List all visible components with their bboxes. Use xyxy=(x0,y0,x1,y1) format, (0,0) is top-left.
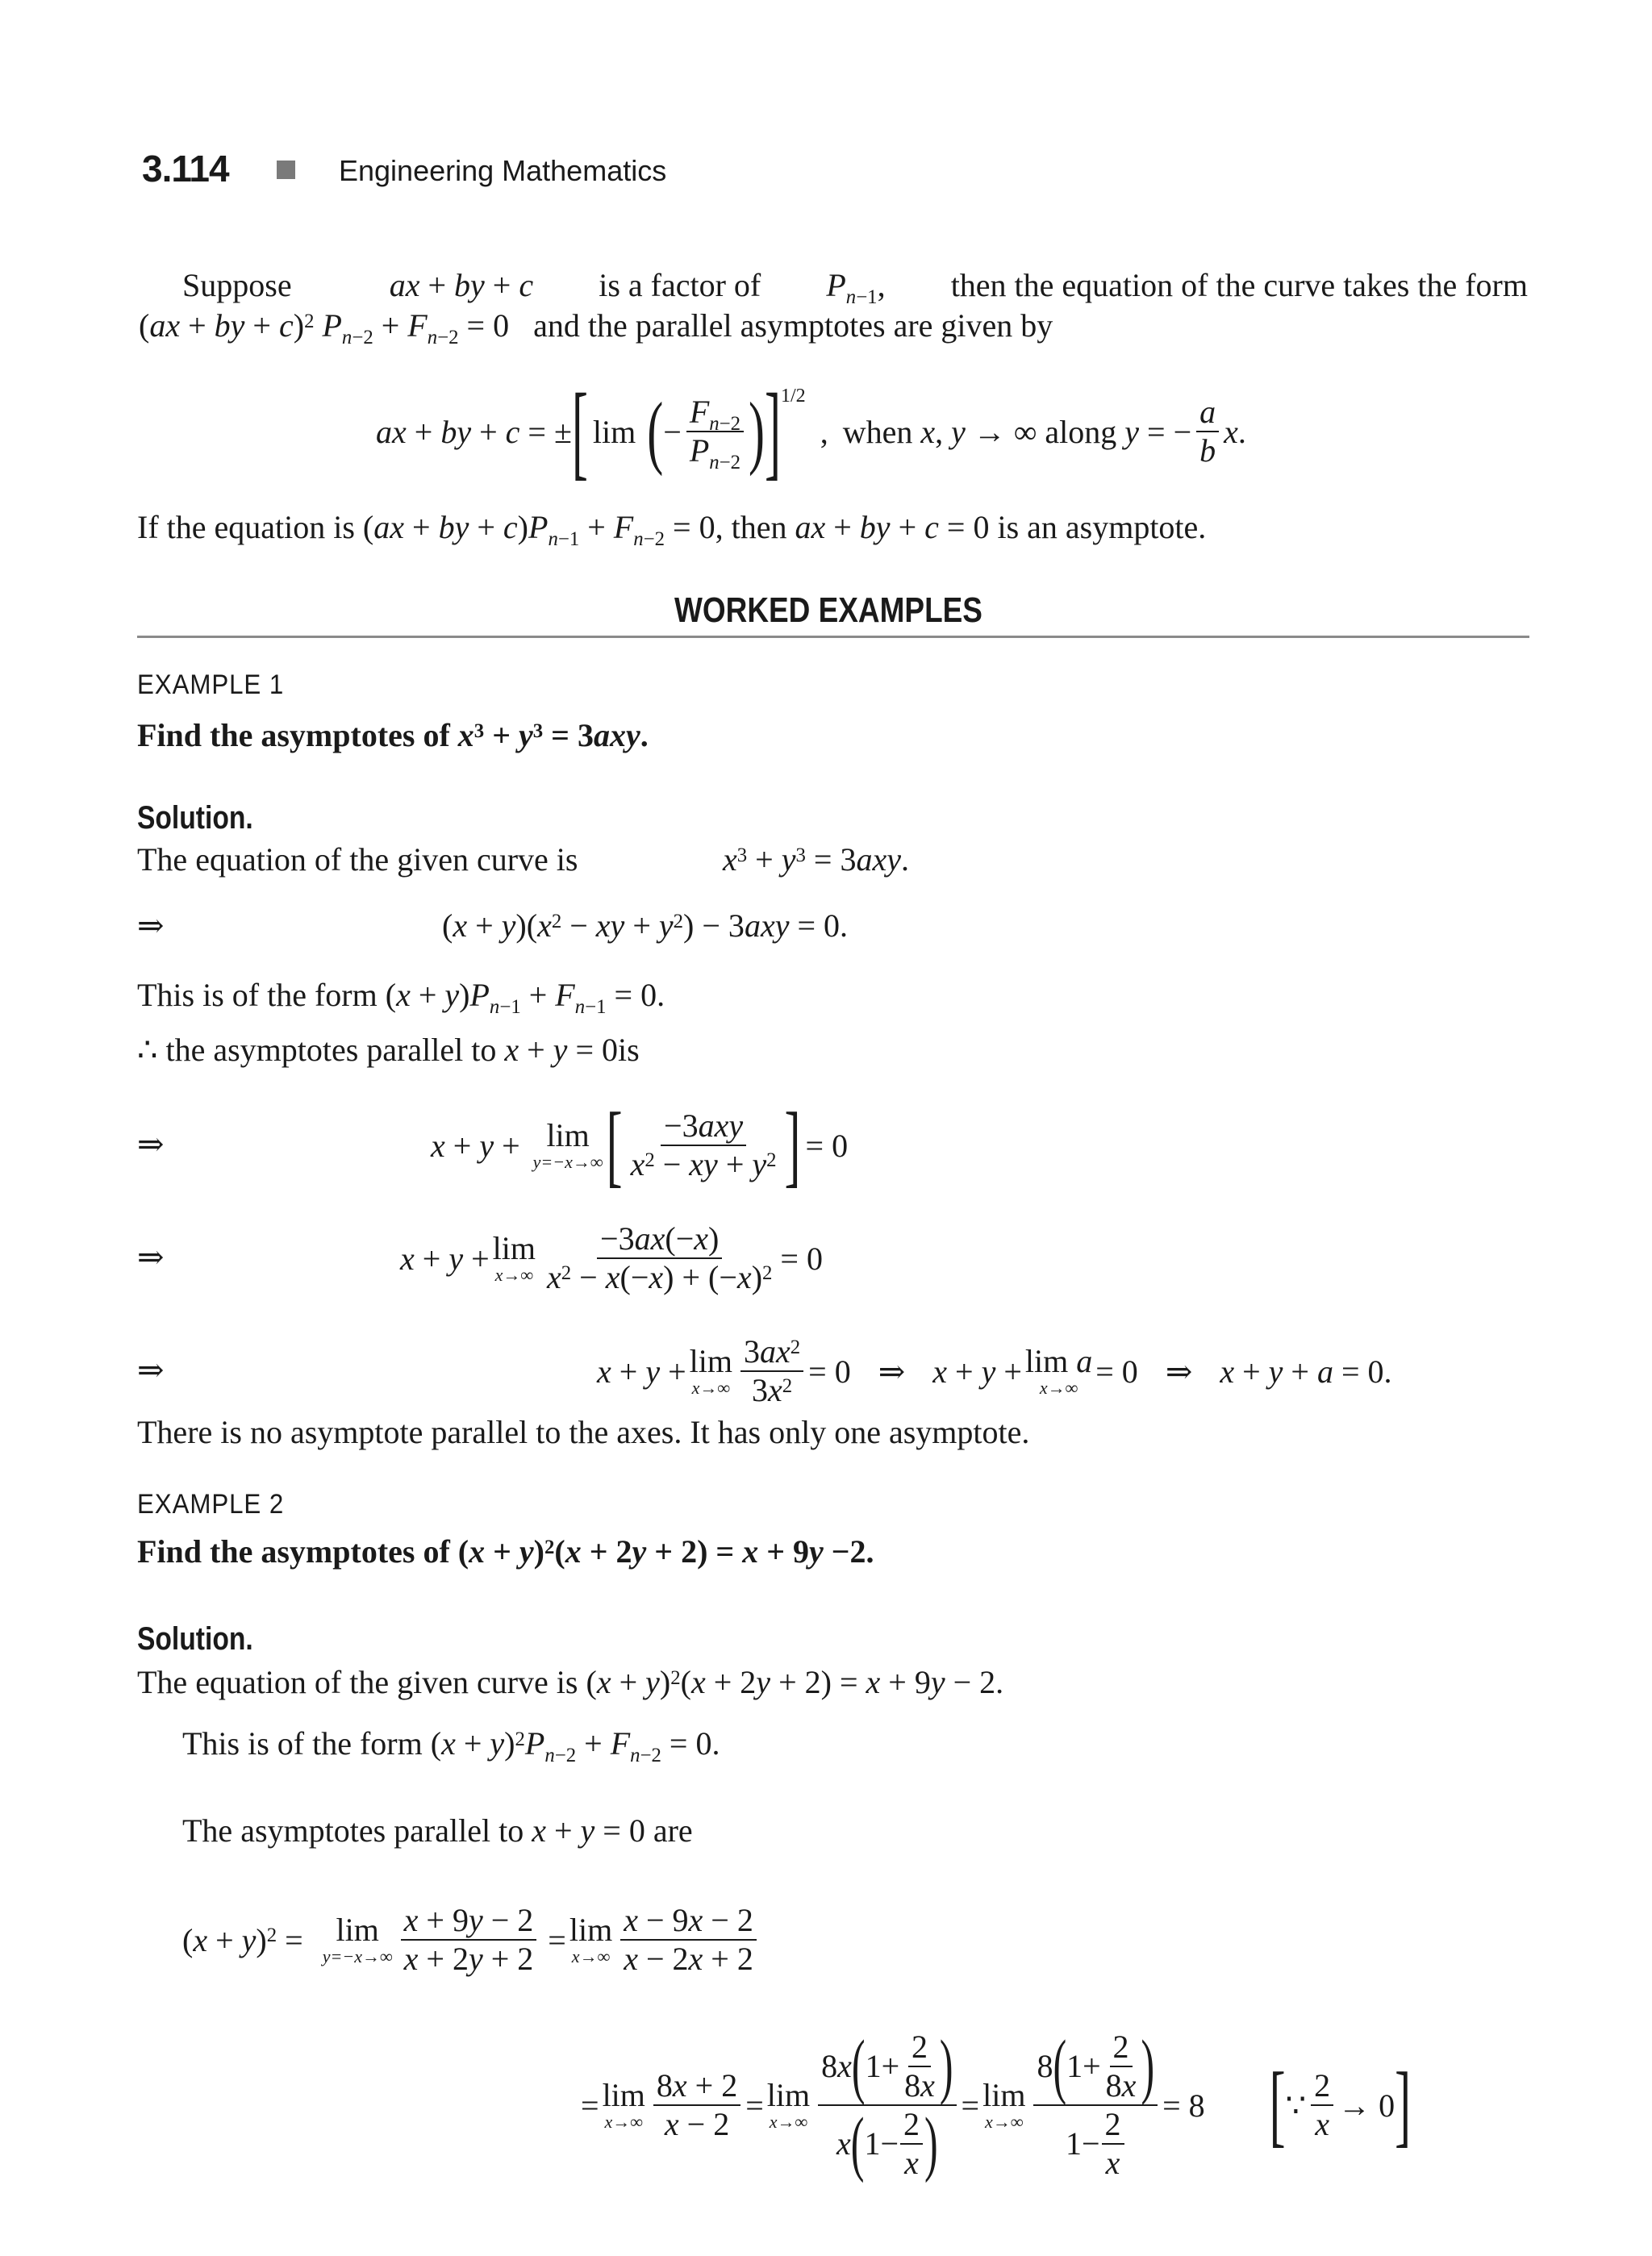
square-bullet-icon xyxy=(277,161,295,179)
example-2-limit-2: = lim x→∞ $\frac{8x + 2}{x - 2}$ = lim x→∞ 8 x ( 1+ $\frac{2}{8x}$ ) x ( 1− $\frac{2}{x}$ ) = lim x→∞ 8 ( 1+ $\frac{2}{8x}$ ) 1− $\frac{2}{x}$ = 8 [ ∵ $\frac{2}{x}$ → 0 ] xyxy=(581,2025,1412,2184)
example-1-factored: $(x + y)(x^2$ − xy + $y^2) - 3axy = 0$. xyxy=(442,907,849,944)
implies-symbol: ⇒ xyxy=(137,907,165,944)
intro-line-1: Suppose ax + by + c is a factor of $P_{n-1}$, then the equation of the curve takes the form xyxy=(182,267,1528,308)
example-1-therefore: ∴ the asymptotes parallel to x + y = 0is xyxy=(137,1032,640,1068)
asymptote-formula: ax + by + c = ± [ lim ( − $\frac{F_{n-2}}{P_{n-2}}$ ) ] 1/2 , when x, y → ∞ along y = − $\frac{a}{b}$ x. xyxy=(376,372,1246,490)
implies-symbol: ⇒ xyxy=(137,1352,165,1388)
section-heading: WORKED EXAMPLES xyxy=(674,590,982,630)
book-title: Engineering Mathematics xyxy=(339,154,667,187)
example-1-form: This is of the form $(x + y)P_{n-1} + F_{n-1} = 0$. xyxy=(137,977,665,1018)
example-1-label: EXAMPLE 1 xyxy=(137,669,285,700)
example-1-step-3: x + y + lim x→∞ $\frac{3ax^2}{3x^2}$ = 0 ⇒ x + y + lim a x→∞ = 0 ⇒ x + y + a = 0. xyxy=(597,1333,1392,1408)
example-1-conclusion: There is no asymptote parallel to the axes. It has only one asymptote. xyxy=(137,1414,1030,1450)
example-2-label: EXAMPLE 2 xyxy=(137,1489,285,1520)
implies-symbol: ⇒ xyxy=(137,1239,165,1275)
example-1-solution-label: Solution. xyxy=(137,800,253,836)
example-1-step-1: x + y + lim y=−x→∞ [ $\frac{\text{−3axy}}{x^2 - xy + y^2}$ ] = 0 xyxy=(431,1094,849,1195)
example-1-title: Find the asymptotes of $x^3 + y^3 = 3axy$. xyxy=(137,717,649,753)
intro-line-if: If the equation is (ax + by + $c)P_{n-1} + F_{n-2} = 0$, then ax + by + c = 0 is an asymptote. xyxy=(137,509,1207,550)
intro-line-2: (ax + by + c)$^2$ $P_{n-2} + F_{n-2} = 0$ and the parallel asymptotes are given by xyxy=(139,307,1053,348)
example-2-limit-1: $(x + y)^2$ = lim y=−x→∞ $\frac{x + 9y - 2}{x + 2y + 2}$ = lim x→∞ $\frac{x - 9x - 2}{x - 2x + 2}$ xyxy=(182,1891,761,1988)
implies-symbol: ⇒ xyxy=(137,1126,165,1162)
page-number: 3.114 xyxy=(142,148,229,190)
example-2-solution-label: Solution. xyxy=(137,1621,253,1657)
example-1-given-equation: $x^3 + y^3 = 3axy$. xyxy=(723,841,909,878)
example-2-parallel: The asymptotes parallel to x + y = 0 are xyxy=(182,1812,693,1849)
example-2-form: This is of the form $(x + y)^2P_{n-2} + F_{n-2} = 0$. xyxy=(182,1725,720,1766)
example-1-step-2: x + y + lim x→∞ $\frac{-3ax(-x)}{x^2 - x(-x) + (-x)^2}$ = 0 xyxy=(400,1220,823,1295)
example-2-title: Find the asymptotes of $(x + y)^2(x + 2y + 2) = x + 9y -2$. xyxy=(137,1533,874,1570)
example-2-given-curve: The equation of the given curve is $(x + y)^2(x + 2y + 2) = x + 9y - 2$. xyxy=(137,1664,1004,1700)
example-1-given-curve: The equation of the given curve is xyxy=(137,841,578,878)
section-divider xyxy=(137,636,1529,638)
